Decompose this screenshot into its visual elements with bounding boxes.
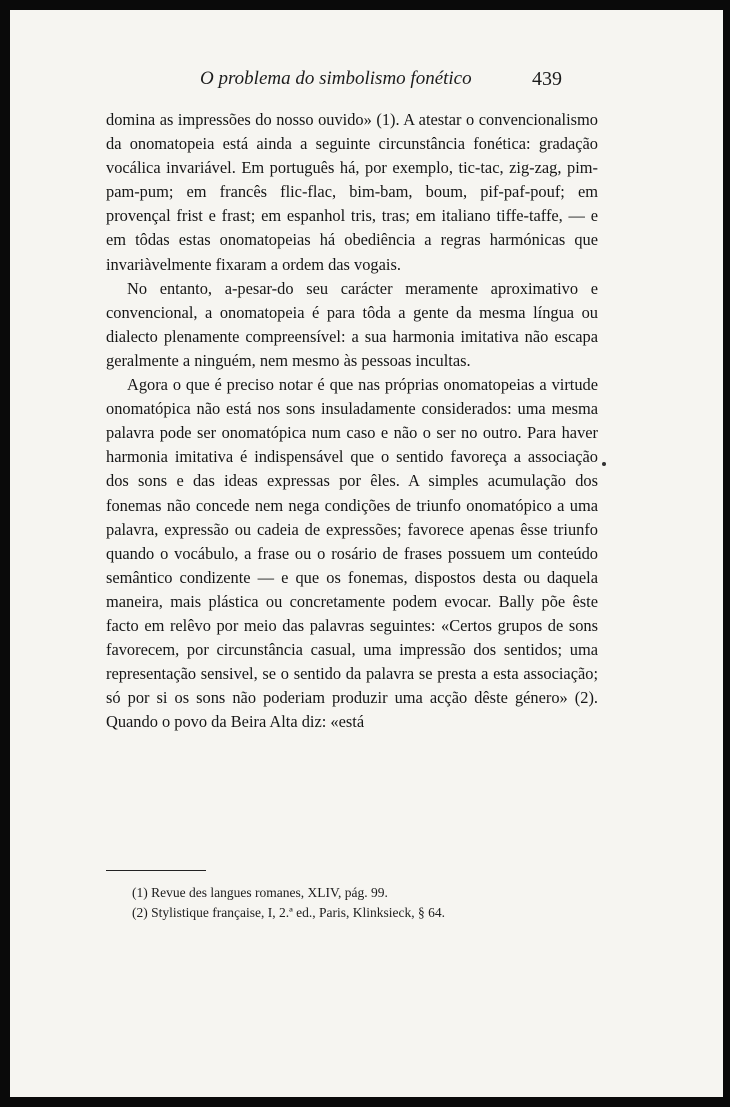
- page-number: 439: [532, 68, 562, 90]
- paragraph: No entanto, a-pesar-do seu carácter meramente aproximativo e convencional, a onomatopeia é para tôda a gente da mesma língua ou dialecto plenamente compreensível: a sua harmonia imitativa não escapa geralmente a ninguém, nem mesmo às pessoas incultas.: [106, 278, 598, 370]
- footnote: (2) Stylistique française, I, 2.ª ed., Paris, Klinksieck, § 64.: [132, 905, 446, 920]
- book-page: [10, 10, 723, 1097]
- paragraph: domina as impressões do nosso ouvido» (1). A atestar o convencionalismo da onomatopeia está ainda a seguinte circunstância fonética: gradação vocálica invariável. Em português há, por exemplo, tic-tac, zig-zag, pim-pam-pum; em francês flic-flac, bim-bam, boum, pif-paf-pouf; em provençal frist e frast; em espanhol tris, tras; em italiano tiffe-taffe, — e em tôdas estas onomatopeias há obediência a regras harmónicas que invariàvelmente fixaram a ordem das vogais.: [106, 110, 598, 274]
- running-title: O problema do simbolismo fonético: [200, 68, 472, 89]
- footnote-divider: [106, 870, 206, 871]
- footnote: (1) Revue des langues romanes, XLIV, pág. 99.: [132, 885, 388, 900]
- page-header: [10, 68, 723, 102]
- paragraph: Agora o que é preciso notar é que nas próprias onomatopeias a virtude onomatópica não está nos sons insuladamente considerados: uma mesma palavra pode ser onomatópica num caso e não o ser no outro. Para haver harmonia imitativa é indispensável que o sentido favoreça a associação dos sons e das ideas expressas por êles. A simples acumulação dos fonemas não concede nem nega condições de triunfo onomatópico a uma palavra, expressão ou cadeia de expressões; favorece apenas êsse triunfo quando o vocábulo, a frase ou o rosário de frases possuem um conteúdo semântico condizente — e que os fonemas, dispostos desta ou daquela maneira, mais plástica ou concretamente podem evocar. Bally põe êste facto em relêvo por meio das palavras seguintes: «Certos grupos de sons favorecem, por circunstância casual, uma impressão dos sentidos; uma representação sensivel, se o sentido da palavra se presta a esta associação; só por si os sons não poderiam produzir uma acção dêste género» (2). Quando o povo da Beira Alta diz: «está: [106, 375, 598, 732]
- margin-mark: [602, 462, 606, 466]
- footnotes: [132, 883, 592, 923]
- body-text: [106, 108, 598, 734]
